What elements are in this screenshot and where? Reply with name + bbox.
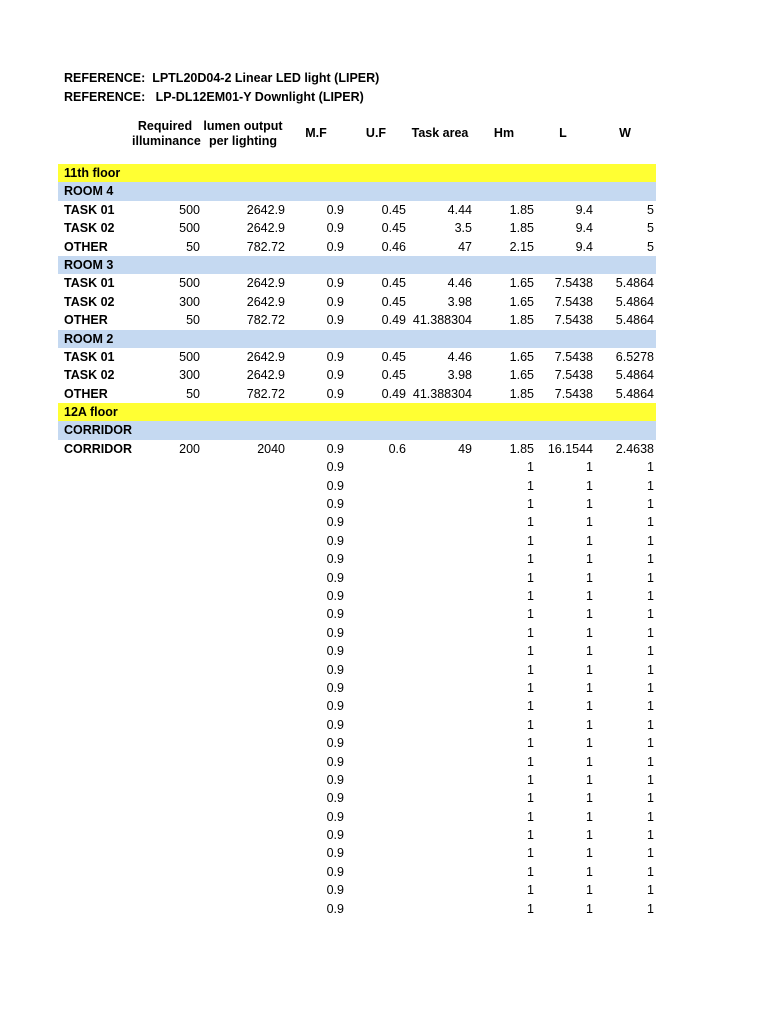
cell-l: 9.4 xyxy=(575,202,593,217)
cell-mf: 0.9 xyxy=(326,239,344,254)
cell-hm: 1 xyxy=(527,791,534,806)
cell-mf: 0.9 xyxy=(326,699,344,714)
cell-mf: 0.9 xyxy=(326,717,344,732)
room-label: ROOM 2 xyxy=(64,331,114,346)
cell-illuminance: 500 xyxy=(179,276,200,291)
cell-w: 1 xyxy=(647,791,654,806)
cell-mf: 0.9 xyxy=(326,828,344,843)
cell-l: 1 xyxy=(586,625,593,640)
cell-w: 1 xyxy=(647,552,654,567)
cell-hm: 1 xyxy=(527,809,534,824)
cell-task-area: 4.46 xyxy=(447,349,472,364)
cell-w: 1 xyxy=(647,588,654,603)
floor-header-row xyxy=(0,164,768,182)
cell-hm: 1 xyxy=(527,625,534,640)
cell-mf: 0.9 xyxy=(326,680,344,695)
cell-lumen: 782.72 xyxy=(246,386,285,401)
table-row xyxy=(0,440,768,458)
cell-task-area: 3.98 xyxy=(447,368,472,383)
cell-mf: 0.9 xyxy=(326,736,344,751)
cell-mf: 0.9 xyxy=(326,368,344,383)
cell-uf: 0.6 xyxy=(388,441,406,456)
row-label: TASK 01 xyxy=(64,349,115,364)
table-row xyxy=(0,477,768,495)
table-row xyxy=(0,513,768,531)
cell-uf: 0.49 xyxy=(381,386,406,401)
cell-w: 1 xyxy=(647,515,654,530)
cell-w: 1 xyxy=(647,570,654,585)
cell-hm: 1 xyxy=(527,533,534,548)
table-row xyxy=(0,844,768,862)
cell-lumen: 782.72 xyxy=(246,239,285,254)
cell-illuminance: 50 xyxy=(186,313,200,328)
room-label: ROOM 3 xyxy=(64,257,114,272)
cell-w: 1 xyxy=(647,736,654,751)
spreadsheet-body xyxy=(0,164,768,918)
cell-l: 1 xyxy=(586,828,593,843)
room-highlight xyxy=(58,421,656,439)
cell-illuminance: 200 xyxy=(179,441,200,456)
cell-l: 1 xyxy=(586,680,593,695)
room-label: CORRIDOR xyxy=(64,423,133,438)
header-task-area: Task area xyxy=(411,126,469,140)
cell-mf: 0.9 xyxy=(326,552,344,567)
cell-l: 7.5438 xyxy=(554,349,593,364)
cell-w: 5 xyxy=(647,239,654,254)
cell-mf: 0.9 xyxy=(326,754,344,769)
table-row xyxy=(0,587,768,605)
row-label: OTHER xyxy=(64,239,108,254)
cell-hm: 1 xyxy=(527,846,534,861)
cell-lumen: 782.72 xyxy=(246,313,285,328)
cell-uf: 0.45 xyxy=(381,202,406,217)
table-row xyxy=(0,881,768,899)
cell-hm: 1.65 xyxy=(509,276,534,291)
cell-task-area: 4.46 xyxy=(447,276,472,291)
table-row xyxy=(0,495,768,513)
cell-illuminance: 50 xyxy=(186,386,200,401)
cell-w: 2.4638 xyxy=(615,441,654,456)
cell-w: 5.4864 xyxy=(615,276,654,291)
table-row xyxy=(0,219,768,237)
cell-l: 1 xyxy=(586,699,593,714)
cell-mf: 0.9 xyxy=(326,883,344,898)
cell-mf: 0.9 xyxy=(326,607,344,622)
cell-hm: 1 xyxy=(527,460,534,475)
cell-mf: 0.9 xyxy=(326,846,344,861)
cell-mf: 0.9 xyxy=(326,644,344,659)
cell-hm: 1.85 xyxy=(509,386,534,401)
cell-hm: 1 xyxy=(527,680,534,695)
room-header-row xyxy=(0,182,768,200)
cell-w: 5 xyxy=(647,221,654,236)
cell-l: 1 xyxy=(586,644,593,659)
cell-mf: 0.9 xyxy=(326,772,344,787)
cell-mf: 0.9 xyxy=(326,791,344,806)
cell-mf: 0.9 xyxy=(326,441,344,456)
cell-mf: 0.9 xyxy=(326,570,344,585)
cell-w: 1 xyxy=(647,717,654,732)
cell-mf: 0.9 xyxy=(326,625,344,640)
cell-w: 1 xyxy=(647,846,654,861)
cell-hm: 1.85 xyxy=(509,221,534,236)
reference-block xyxy=(64,69,379,107)
cell-w: 1 xyxy=(647,644,654,659)
cell-w: 5.4864 xyxy=(615,294,654,309)
table-row xyxy=(0,771,768,789)
cell-w: 1 xyxy=(647,772,654,787)
cell-l: 7.5438 xyxy=(554,386,593,401)
cell-l: 1 xyxy=(586,533,593,548)
cell-lumen: 2642.9 xyxy=(246,294,285,309)
table-row xyxy=(0,348,768,366)
cell-hm: 1 xyxy=(527,478,534,493)
cell-l: 1 xyxy=(586,570,593,585)
cell-hm: 1 xyxy=(527,570,534,585)
cell-hm: 1 xyxy=(527,552,534,567)
cell-l: 7.5438 xyxy=(554,313,593,328)
row-label: OTHER xyxy=(64,313,108,328)
cell-lumen: 2642.9 xyxy=(246,349,285,364)
cell-w: 5.4864 xyxy=(615,313,654,328)
cell-l: 1 xyxy=(586,588,593,603)
cell-w: 1 xyxy=(647,864,654,879)
cell-l: 1 xyxy=(586,515,593,530)
header-uf: U.F xyxy=(365,126,387,140)
reference-line: REFERENCE: LPTL20D04-2 Linear LED light (LIPER) xyxy=(64,71,380,85)
cell-l: 1 xyxy=(586,754,593,769)
floor-header-row xyxy=(0,403,768,421)
cell-lumen: 2642.9 xyxy=(246,202,285,217)
cell-task-area: 49 xyxy=(458,441,472,456)
cell-hm: 1.65 xyxy=(509,349,534,364)
cell-hm: 1 xyxy=(527,754,534,769)
floor-highlight xyxy=(58,403,656,421)
table-row xyxy=(0,311,768,329)
floor-label: 12A floor xyxy=(64,405,118,420)
row-label: TASK 01 xyxy=(64,202,115,217)
cell-mf: 0.9 xyxy=(326,901,344,916)
cell-task-area: 3.5 xyxy=(454,221,472,236)
cell-uf: 0.45 xyxy=(381,276,406,291)
room-header-row xyxy=(0,256,768,274)
cell-task-area: 41.388304 xyxy=(412,386,472,401)
cell-mf: 0.9 xyxy=(326,478,344,493)
header-mf: M.F xyxy=(305,126,327,140)
cell-illuminance: 500 xyxy=(179,349,200,364)
room-header-row xyxy=(0,421,768,439)
cell-mf: 0.9 xyxy=(326,294,344,309)
row-label: OTHER xyxy=(64,386,108,401)
cell-uf: 0.45 xyxy=(381,294,406,309)
table-row xyxy=(0,900,768,918)
cell-l: 9.4 xyxy=(575,239,593,254)
header-hm: Hm xyxy=(493,126,515,140)
cell-w: 1 xyxy=(647,828,654,843)
cell-lumen: 2642.9 xyxy=(246,276,285,291)
cell-l: 7.5438 xyxy=(554,368,593,383)
cell-l: 16.1544 xyxy=(547,441,593,456)
cell-l: 1 xyxy=(586,809,593,824)
cell-l: 1 xyxy=(586,772,593,787)
cell-mf: 0.9 xyxy=(326,662,344,677)
cell-uf: 0.46 xyxy=(381,239,406,254)
cell-w: 6.5278 xyxy=(615,349,654,364)
cell-mf: 0.9 xyxy=(326,533,344,548)
cell-hm: 1 xyxy=(527,717,534,732)
room-highlight xyxy=(58,256,656,274)
table-row xyxy=(0,716,768,734)
cell-l: 1 xyxy=(586,662,593,677)
cell-mf: 0.9 xyxy=(326,202,344,217)
cell-w: 1 xyxy=(647,478,654,493)
cell-hm: 1 xyxy=(527,736,534,751)
header-illuminance-line2: illuminance xyxy=(132,134,201,148)
cell-mf: 0.9 xyxy=(326,497,344,512)
cell-l: 1 xyxy=(586,478,593,493)
cell-hm: 1.65 xyxy=(509,368,534,383)
table-row xyxy=(0,366,768,384)
table-row xyxy=(0,624,768,642)
cell-w: 1 xyxy=(647,460,654,475)
table-row xyxy=(0,201,768,219)
header-w: W xyxy=(619,126,631,140)
cell-l: 1 xyxy=(586,864,593,879)
cell-hm: 1.85 xyxy=(509,202,534,217)
cell-illuminance: 50 xyxy=(186,239,200,254)
row-label: CORRIDOR xyxy=(64,441,133,456)
cell-hm: 1 xyxy=(527,515,534,530)
cell-mf: 0.9 xyxy=(326,588,344,603)
cell-lumen: 2040 xyxy=(257,441,285,456)
cell-uf: 0.45 xyxy=(381,368,406,383)
room-highlight xyxy=(58,182,656,200)
cell-task-area: 3.98 xyxy=(447,294,472,309)
header-lumen xyxy=(200,119,286,149)
table-row xyxy=(0,661,768,679)
cell-l: 1 xyxy=(586,883,593,898)
cell-l: 1 xyxy=(586,717,593,732)
cell-hm: 1 xyxy=(527,901,534,916)
cell-task-area: 47 xyxy=(458,239,472,254)
cell-l: 1 xyxy=(586,846,593,861)
cell-mf: 0.9 xyxy=(326,313,344,328)
cell-w: 1 xyxy=(647,680,654,695)
cell-illuminance: 300 xyxy=(179,294,200,309)
table-row xyxy=(0,458,768,476)
floor-highlight xyxy=(58,164,656,182)
cell-hm: 1 xyxy=(527,699,534,714)
cell-l: 9.4 xyxy=(575,221,593,236)
cell-w: 1 xyxy=(647,809,654,824)
cell-mf: 0.9 xyxy=(326,386,344,401)
cell-mf: 0.9 xyxy=(326,349,344,364)
cell-mf: 0.9 xyxy=(326,515,344,530)
room-label: ROOM 4 xyxy=(64,184,114,199)
cell-w: 1 xyxy=(647,497,654,512)
cell-mf: 0.9 xyxy=(326,460,344,475)
header-illuminance xyxy=(132,119,201,149)
cell-hm: 1 xyxy=(527,772,534,787)
cell-l: 1 xyxy=(586,552,593,567)
cell-w: 5.4864 xyxy=(615,368,654,383)
cell-w: 1 xyxy=(647,883,654,898)
cell-hm: 2.15 xyxy=(509,239,534,254)
cell-mf: 0.9 xyxy=(326,809,344,824)
cell-hm: 1 xyxy=(527,662,534,677)
table-row xyxy=(0,697,768,715)
cell-lumen: 2642.9 xyxy=(246,221,285,236)
reference-line: REFERENCE: LP-DL12EM01-Y Downlight (LIPER) xyxy=(64,90,364,104)
cell-uf: 0.49 xyxy=(381,313,406,328)
cell-hm: 1 xyxy=(527,828,534,843)
column-header-row xyxy=(0,119,768,153)
cell-l: 1 xyxy=(586,736,593,751)
room-highlight xyxy=(58,330,656,348)
table-row xyxy=(0,550,768,568)
cell-w: 1 xyxy=(647,754,654,769)
table-row xyxy=(0,569,768,587)
cell-hm: 1 xyxy=(527,588,534,603)
table-row xyxy=(0,789,768,807)
cell-hm: 1 xyxy=(527,883,534,898)
cell-lumen: 2642.9 xyxy=(246,368,285,383)
header-lumen-line2: per lighting xyxy=(208,134,278,148)
row-label: TASK 02 xyxy=(64,221,115,236)
cell-illuminance: 300 xyxy=(179,368,200,383)
cell-w: 1 xyxy=(647,625,654,640)
table-row xyxy=(0,605,768,623)
cell-l: 1 xyxy=(586,607,593,622)
table-row xyxy=(0,532,768,550)
cell-w: 1 xyxy=(647,699,654,714)
cell-illuminance: 500 xyxy=(179,202,200,217)
cell-w: 1 xyxy=(647,533,654,548)
cell-uf: 0.45 xyxy=(381,349,406,364)
cell-task-area: 41.388304 xyxy=(412,313,472,328)
cell-mf: 0.9 xyxy=(326,276,344,291)
room-header-row xyxy=(0,330,768,348)
cell-mf: 0.9 xyxy=(326,864,344,879)
cell-w: 1 xyxy=(647,607,654,622)
table-row xyxy=(0,734,768,752)
cell-hm: 1.85 xyxy=(509,313,534,328)
row-label: TASK 02 xyxy=(64,368,115,383)
cell-l: 7.5438 xyxy=(554,294,593,309)
cell-w: 5 xyxy=(647,202,654,217)
cell-illuminance: 500 xyxy=(179,221,200,236)
table-row xyxy=(0,753,768,771)
table-row xyxy=(0,642,768,660)
header-l: L xyxy=(559,126,567,140)
cell-w: 1 xyxy=(647,901,654,916)
table-row xyxy=(0,385,768,403)
cell-l: 7.5438 xyxy=(554,276,593,291)
cell-hm: 1 xyxy=(527,644,534,659)
cell-l: 1 xyxy=(586,460,593,475)
header-illuminance-line1: Required xyxy=(137,119,193,133)
row-label: TASK 01 xyxy=(64,276,115,291)
header-lumen-line1: lumen output xyxy=(203,119,283,133)
cell-hm: 1.65 xyxy=(509,294,534,309)
cell-w: 1 xyxy=(647,662,654,677)
table-row xyxy=(0,274,768,292)
table-row xyxy=(0,863,768,881)
cell-hm: 1 xyxy=(527,497,534,512)
floor-label: 11th floor xyxy=(64,166,121,180)
table-row xyxy=(0,238,768,256)
cell-l: 1 xyxy=(586,901,593,916)
row-label: TASK 02 xyxy=(64,294,115,309)
cell-hm: 1.85 xyxy=(509,441,534,456)
table-row xyxy=(0,826,768,844)
cell-hm: 1 xyxy=(527,607,534,622)
cell-l: 1 xyxy=(586,791,593,806)
cell-mf: 0.9 xyxy=(326,221,344,236)
cell-hm: 1 xyxy=(527,864,534,879)
table-row xyxy=(0,293,768,311)
table-row xyxy=(0,808,768,826)
cell-w: 5.4864 xyxy=(615,386,654,401)
cell-task-area: 4.44 xyxy=(447,202,472,217)
table-row xyxy=(0,679,768,697)
cell-uf: 0.45 xyxy=(381,221,406,236)
cell-l: 1 xyxy=(586,497,593,512)
